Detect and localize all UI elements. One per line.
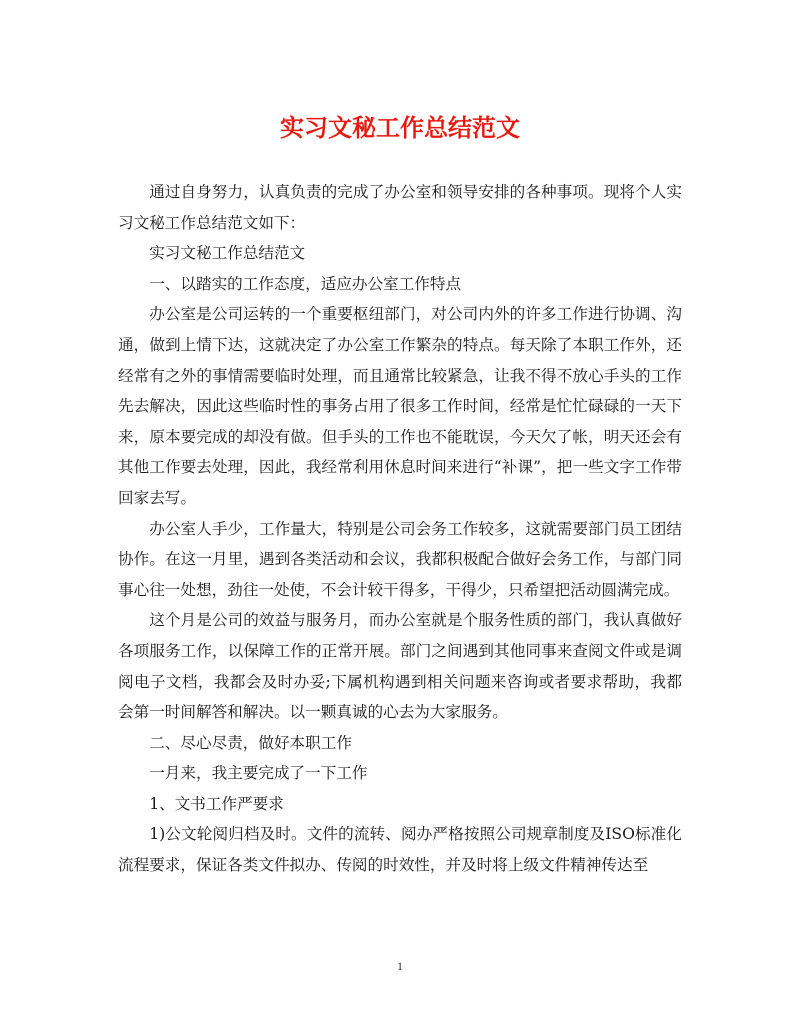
paragraph-work-summary: 一月来，我主要完成了一下工作 — [149, 764, 368, 783]
document-title: 实习文秘工作总结范文 — [280, 113, 520, 142]
paragraph-office-hub: 办公室是公司运转的一个重要枢纽部门，对公司内外的许多工作进行协调、沟通，做到上情下达，这就决定了办公室工作繁杂的特点。每天除了本职工作外，还经常有之外的事情需要临时处理，而且通常比较紧急，让我不得不放心手头的工作先去解决，因此这些临时性的事务占用了很多工作时间，经常是忙忙碌碌的一天下来，原本要完成的却没有做。但手头的工作也不能耽误，今天欠了帐，明天还会有其他工作要去处理，因此，我经常利用休息时间来进行“补课”，把一些文字工作带回家去写。 — [118, 305, 682, 507]
document-body — [118, 177, 682, 881]
paragraph-service-month: 这个月是公司的效益与服务月，而办公室就是个服务性质的部门，我认真做好各项服务工作，以保障工作的正常开展。部门之间遇到其他同事来查阅文件或是调阅电子文档，我都会及时办妥;下属机构遇到相关问题来咨询或者要求帮助，我都会第一时间解答和解决。以一颗真诚的心去为大家服务。 — [118, 611, 682, 722]
paragraph-teamwork: 办公室人手少，工作量大，特别是公司会务工作较多，这就需要部门员工团结协作。在这一月里，遇到各类活动和会议，我都积极配合做好会务工作，与部门同事心往一处想，劲往一处使，不会计较干得多，干得少，只希望把活动圆满完成。 — [118, 519, 682, 599]
page-number: 1 — [397, 959, 403, 973]
paragraph-document-circulation: 1)公文轮阅归档及时。文件的流转、阅办严格按照公司规章制度及ISO标准化流程要求，保证各类文件拟办、传阅的时效性，并及时将上级文件精神传达至 — [118, 825, 682, 875]
paragraph-subtitle: 实习文秘工作总结范文 — [149, 244, 306, 263]
section-heading-1: 一、以踏实的工作态度，适应办公室工作特点 — [149, 274, 462, 293]
subsection-heading-1: 1、文书工作严要求 — [149, 794, 284, 813]
section-heading-2: 二、尽心尽责，做好本职工作 — [149, 733, 352, 752]
paragraph-intro: 通过自身努力，认真负责的完成了办公室和领导安排的各种事项。现将个人实习文秘工作总结范文如下： — [118, 183, 682, 232]
